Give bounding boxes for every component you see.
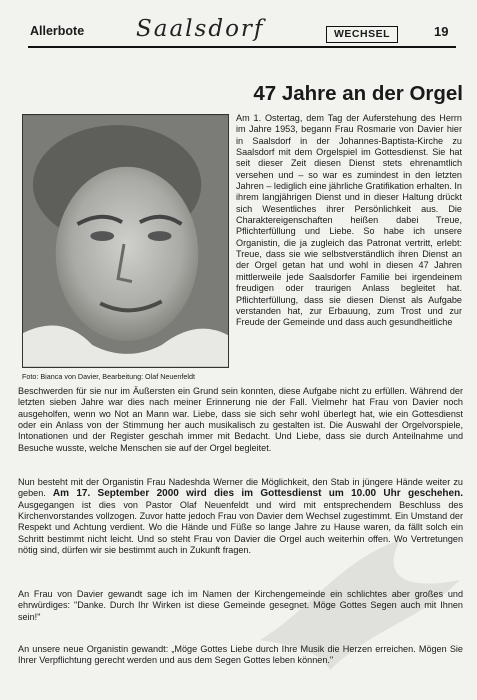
article-paragraph-2 [18, 477, 463, 556]
date-highlight: Am 17. September 2000 wird dies im Gottesdienst um 10.00 Uhr geschehen. [52, 488, 463, 500]
brand-script-title: Saalsdorf [136, 16, 265, 42]
article-paragraph-3: An Frau von Davier gewandt sage ich im Namen der Kirchengemeinde ein schlichtes aber großes und ehrwürdiges: "Danke. Durch Ihr Wirken ist diese Gemeinde gesegnet. Möge Gottes Segen auch mit Ihnen sein!" [18, 589, 463, 622]
header-rule [28, 46, 456, 48]
page-header [8, 18, 470, 48]
article-paragraph-1-side: Am 1. Ostertag, dem Tag der Auferstehung des Herrn im Jahre 1953, begann Frau Rosmarie von Davier hier in Saalsdorf in der Johannes-Baptista-Kirche zu Saalsdorf mit dem Orgelspiel im Gottesdienst. Sie hat seit dieser Zeit diesen Dienst stets ehrenamtlich versehen und – so war es zumindest in den letzten Jahren – lediglich eine jährliche Gratifikation erhalten. In ihrem langjährigen Dienst und in dieser Haltung drückt sich Wesentliches ihrer Persönlichkeit aus. Die Charaktereigenschaften heißen dabei Treue, Pflichterfüllung und Liebe. So habe ich unsere Organistin, die ja zugleich das Patronat vertritt, erlebt: Treue, dass sie wie selbstverständlich ihren Dienst an der Orgel getan hat und wohl in diesen 47 Jahren mittlerweile jede Saalsdorfer Familie bei irgendeinem freudigen oder traurigen Anlass begleitet hat. Pflichterfüllung, dass sie diesen Dienst als Aufgabe verstanden hat, zur Erbauung, zum Trost und zur Freude der Gemeinde und dass auch gesundheitliche [236, 113, 462, 328]
paragraph-2-intro: Nun besteht mit der Organistin Frau Nadeshda Werner die Möglichkeit, den Stab in jüngere Hände weiter zu geben. [18, 477, 463, 499]
article-paragraph-4: An unsere neue Organistin gewandt: „Möge Gottes Liebe durch Ihre Musik die Herzen erreichen. Mögen Sie Ihrer Verpflichtung gerecht werden und aus dem Segen Gottes leben können." [18, 644, 463, 666]
category-tag: WECHSEL [326, 26, 398, 43]
section-name: Allerbote [30, 24, 85, 38]
article-paragraph-1-continued: Beschwerden für sie nur im Äußersten ein Grund sein konnten, diese Aufgabe nicht zu erfüllen. Während der letzten sieben Jahre war dies nach meiner Erinnerung nie der Fall. Vielmehr hat Frau von Davier noch ausgeholfen, wenn wo Not an Mann war. Liebe, dass sie sich sehr wohl überlegt hat, wie ein Gottesdienst oder ein Anlass von der Stimmung her auch musikalisch zu gestalten ist. Die Auswahl der Orgelvorspiele, Intonationen und der Register geschah immer mit Bedacht. Und Liebe, dass sie durch Anteilnahme und Besuche wusste, welche Menschen sie auf der Orgel begleitet. [18, 386, 463, 453]
portrait-image-icon [23, 115, 228, 367]
paragraph-2-rest: Ausgegangen ist dies von Pastor Olaf Neuenfeldt und wird mit entsprechendem Beschluss des Kirchenvorstandes vollzogen. Zuvor hatte jedoch Frau von Davier dem Wechsel zugestimmt. Ein Umstand der Respekt und Achtung verdient. Wo die Hände und Füße so lange Jahre zu Hause waren, da fällt solch ein Schritt bestimmt nicht leicht. Und so steht Frau von Davier die Orgel auch weiterhin offen. Wo Vertretungen nötig sind, dürfen wir sie bestimmt auch in Zukunft fragen. [18, 499, 463, 556]
photo-caption: Foto: Bianca von Davier, Bearbeitung: Olaf Neuenfeldt [22, 372, 196, 381]
page-number: 19 [434, 24, 449, 39]
portrait-photo [22, 114, 229, 368]
article-headline: 47 Jahre an der Orgel [253, 82, 463, 105]
